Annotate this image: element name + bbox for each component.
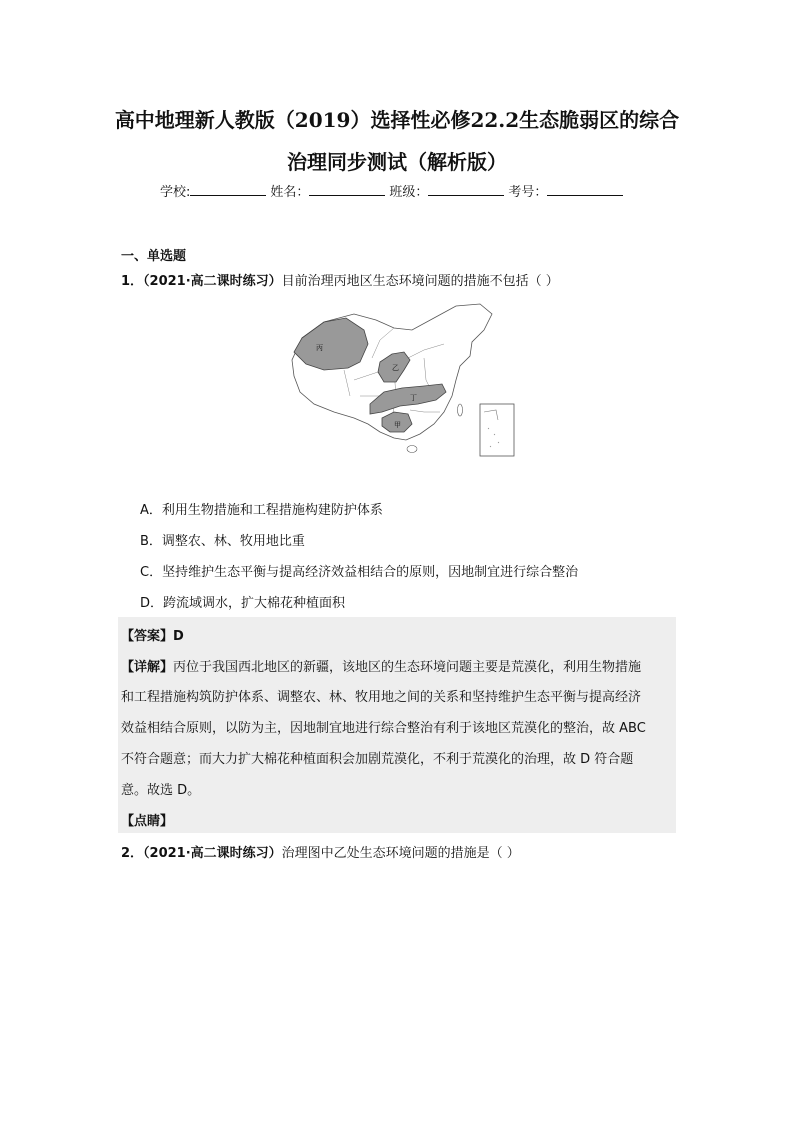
hainan-island [407, 446, 417, 453]
student-info-row [160, 181, 627, 200]
section-heading: 一、单选题 [121, 249, 187, 264]
question-2-source: （2021·高二课时练习） [143, 846, 282, 861]
label-yi: 乙 [392, 364, 399, 372]
option-a[interactable]: A．利用生物措施和工程措施构建防护体系 [140, 503, 383, 518]
school-blank[interactable] [190, 183, 266, 196]
detail-line-4: 不符合题意；而大力扩大棉花种植面积会加剧荒漠化，不利于荒漠化的治理，故 D 符合题 [121, 752, 634, 767]
exam-no-blank[interactable] [547, 183, 623, 196]
question-1-source: （2021·高二课时练习） [143, 274, 282, 289]
question-1 [121, 270, 559, 289]
china-map-figure [284, 300, 524, 462]
detail-text-1: 丙位于我国西北地区的新疆，该地区的生态环境问题主要是荒漠化，利用生物措施 [173, 660, 642, 675]
region-bing [294, 318, 368, 370]
detail-line-2: 和工程措施构筑防护体系、调整农、林、牧用地之间的关系和坚持维护生态平衡与提高经济 [121, 690, 642, 705]
option-b[interactable]: B．调整农、林、牧用地比重 [140, 534, 305, 549]
label-ding: 丁 [410, 394, 417, 402]
detail-line-3: 效益相结合原则，以防为主，因地制宜地进行综合整治有利于该地区荒漠化的整治，故 ABC [121, 721, 646, 736]
school-label: 学校: [160, 185, 191, 200]
document-title-line-2: 治理同步测试（解析版） [287, 150, 507, 174]
question-1-stem: 目前治理丙地区生态环境问题的措施不包括（ ） [281, 274, 559, 289]
class-label: 班级： [389, 185, 429, 200]
detail-line-5: 意。故选 D。 [121, 783, 201, 798]
answer-line [121, 625, 184, 644]
detail-line-1 [121, 656, 641, 675]
document-title-line-1: 高中地理新人教版（2019）选择性必修22.2生态脆弱区的综合 [114, 108, 680, 132]
label-jia: 甲 [394, 421, 401, 429]
exam-no-label: 考号： [508, 185, 548, 200]
option-d[interactable]: D．跨流域调水，扩大棉花种植面积 [140, 596, 346, 611]
question-2 [121, 842, 520, 861]
question-2-number: 2． [121, 846, 144, 861]
comment-label: 【点睛】 [121, 814, 174, 829]
taiwan-island [458, 404, 463, 416]
name-blank[interactable] [309, 183, 385, 196]
answer-panel [118, 617, 676, 833]
detail-label: 【详解】 [121, 660, 174, 675]
name-label: 姓名： [270, 185, 310, 200]
question-2-stem: 治理图中乙处生态环境问题的措施是（ ） [281, 846, 520, 861]
answer-label: 【答案】 [121, 629, 174, 644]
class-blank[interactable] [428, 183, 504, 196]
question-1-number: 1． [121, 274, 144, 289]
label-bing: 丙 [316, 344, 323, 352]
answer-value: D [173, 629, 184, 644]
option-c[interactable]: C．坚持维护生态平衡与提高经济效益相结合的原则，因地制宜进行综合整治 [140, 565, 579, 580]
